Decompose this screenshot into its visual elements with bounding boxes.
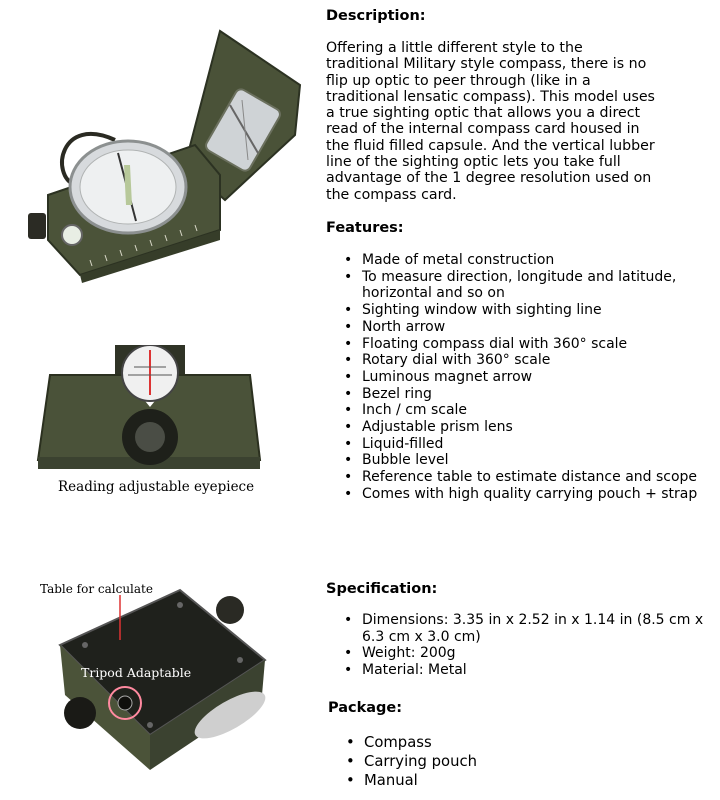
list-item: • Sighting window with sighting line xyxy=(344,302,716,319)
list-item: • Rotary dial with 360° scale xyxy=(344,352,716,369)
list-item: • Material: Metal xyxy=(344,662,716,679)
compass-open-photo xyxy=(20,25,310,285)
list-item: • Made of metal construction xyxy=(344,252,716,269)
list-item: • Compass xyxy=(346,733,718,752)
list-item: • Adjustable prism lens xyxy=(344,419,716,436)
list-item: • Manual xyxy=(346,771,718,790)
list-item: • Floating compass dial with 360° scale xyxy=(344,336,716,353)
list-item: • Comes with high quality carrying pouch + strap xyxy=(344,486,716,503)
list-item: • Luminous magnet arrow xyxy=(344,369,716,386)
list-item: • Reference table to estimate distance and scope xyxy=(344,469,716,486)
list-item: • To measure direction, longitude and latitude, horizontal and so on xyxy=(344,269,716,302)
list-item: • Liquid-filled xyxy=(344,436,716,453)
compass-bottom-photo xyxy=(40,585,280,785)
photo-column xyxy=(0,0,315,800)
features-list xyxy=(344,252,716,503)
list-item: • Bubble level xyxy=(344,452,716,469)
eyepiece-caption: Reading adjustable eyepiece xyxy=(58,479,255,495)
tripod-label: Tripod Adaptable xyxy=(81,665,192,680)
specification-list xyxy=(344,612,716,679)
list-item: • Carrying pouch xyxy=(346,752,718,771)
features-heading: Features: xyxy=(326,220,404,236)
description-heading: Description: xyxy=(326,8,426,24)
list-item: • North arrow xyxy=(344,319,716,336)
package-heading: Package: xyxy=(328,700,403,716)
list-item: • Inch / cm scale xyxy=(344,402,716,419)
package-list xyxy=(346,733,718,790)
list-item: • Bezel ring xyxy=(344,386,716,403)
description-text: Offering a little different style to the traditional Military style compass, there is no flip up optic to peer through (like in a traditional lensatic compass). This model uses a true sighting optic that allows you a direct read of the internal compass card housed in the fluid filled capsule. And the vertical lubber line of the sighting optic lets you take full advantage of the 1 degree resolution used on the compass card. xyxy=(326,40,655,203)
text-column xyxy=(326,0,716,800)
table-label: Table for calculate xyxy=(40,582,153,596)
eyepiece-photo xyxy=(30,345,270,475)
list-item: • Dimensions: 3.35 in x 2.52 in x 1.14 in (8.5 cm x 6.3 cm x 3.0 cm) xyxy=(344,612,716,645)
specification-heading: Specification: xyxy=(326,581,438,597)
list-item: • Weight: 200g xyxy=(344,645,716,662)
